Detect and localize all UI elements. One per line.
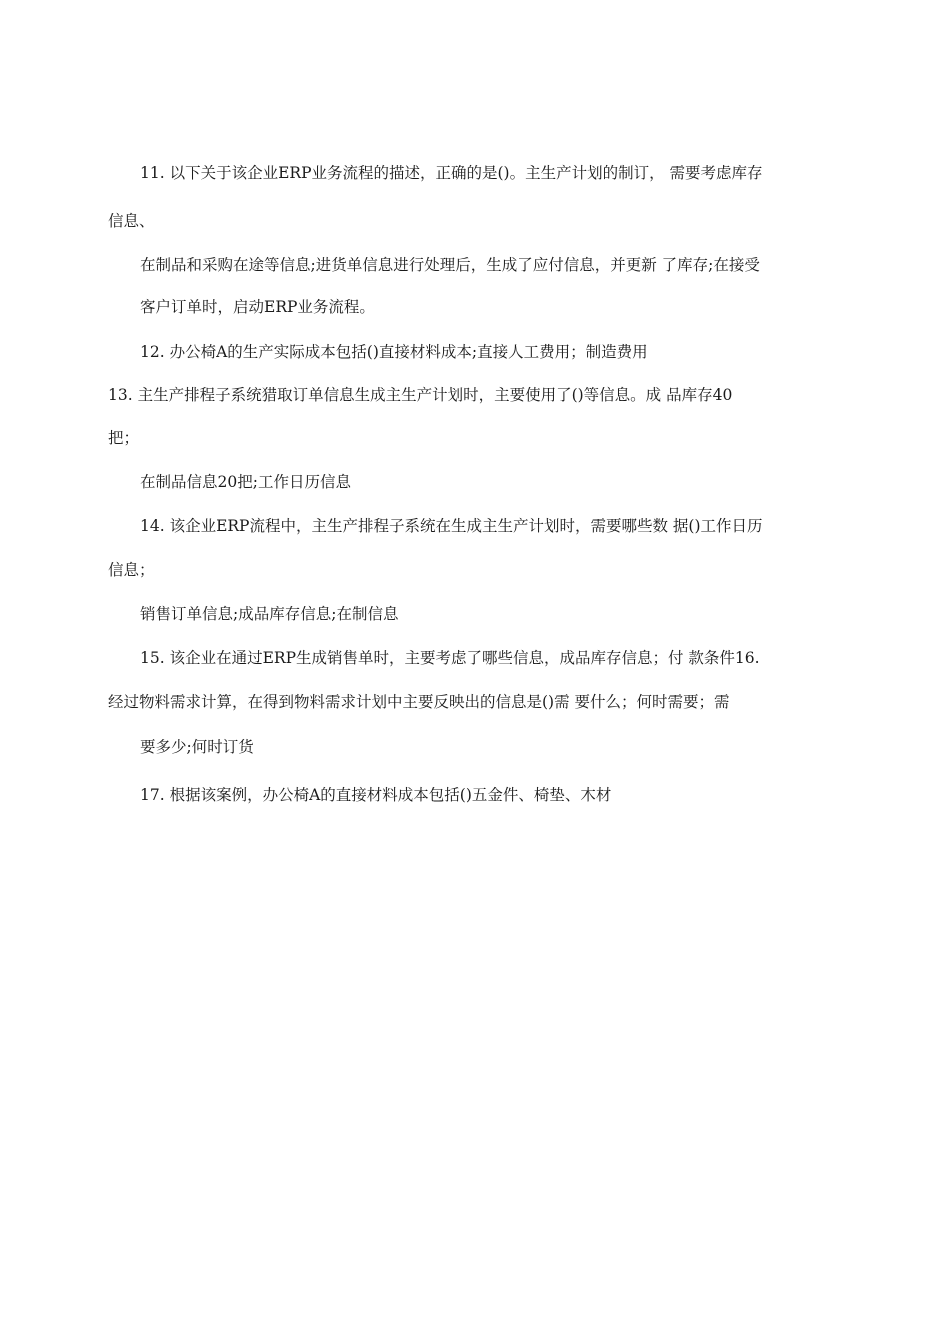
question-15-line: 15. 该企业在通过ERP生成销售单时，主要考虑了哪些信息，成品库存信息；付 款条件16. <box>140 649 760 667</box>
question-14-line-2: 信息； <box>108 561 155 579</box>
question-13-line-1: 13. 主生产排程子系统猎取订单信息生成主生产计划时，主要使用了()等信息。成 品库存40 <box>108 386 733 404</box>
question-17-line: 17. 根据该案例，办公椅A的直接材料成本包括()五金件、椅垫、木材 <box>140 786 612 804</box>
question-13-line-3: 在制品信息20把;工作日历信息 <box>140 473 351 491</box>
question-11-line-1: 11. 以下关于该企业ERP业务流程的描述，正确的是()。主生产计划的制订， 需要考虑库存 <box>140 164 763 182</box>
question-11-line-2: 信息、 <box>108 212 155 230</box>
question-16-line-1: 经过物料需求计算，在得到物料需求计划中主要反映出的信息是()需 要什么；何时需要；需 <box>108 693 730 711</box>
question-13-line-2: 把； <box>108 429 140 447</box>
question-12-line: 12. 办公椅A的生产实际成本包括()直接材料成本;直接人工费用；制造费用 <box>140 343 648 361</box>
question-14-line-1: 14. 该企业ERP流程中，主生产排程子系统在生成主生产计划时，需要哪些数 据()工作日历 <box>140 517 763 535</box>
question-11-line-4: 客户订单时，启动ERP业务流程。 <box>140 298 375 316</box>
question-16-line-2: 要多少;何时订货 <box>140 738 254 756</box>
question-11-line-3: 在制品和采购在途等信息;进货单信息进行处理后，生成了应付信息，并更新 了库存;在接受 <box>140 256 760 274</box>
question-14-line-3: 销售订单信息;成品库存信息;在制信息 <box>140 605 399 623</box>
